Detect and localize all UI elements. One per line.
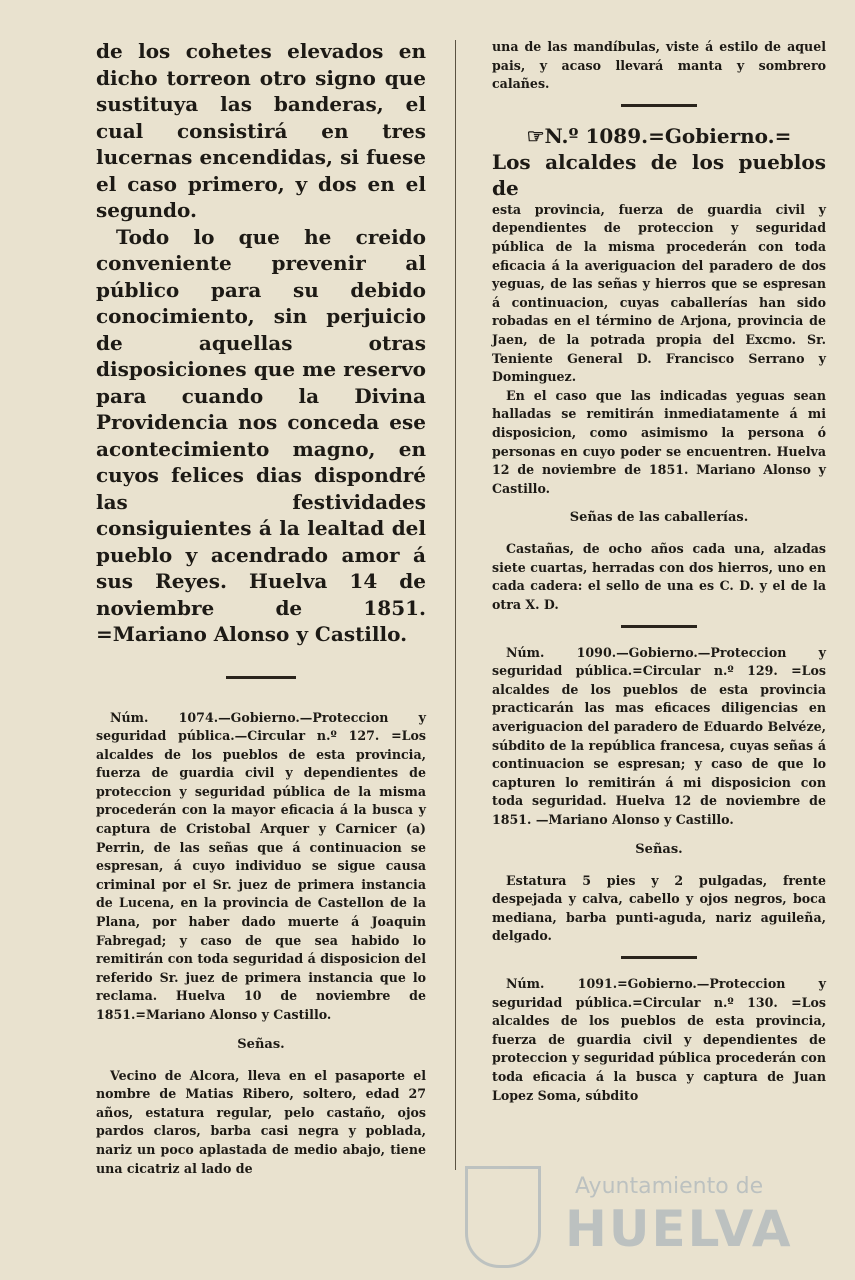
- right-column: [492, 38, 826, 1105]
- watermark: [455, 1160, 855, 1280]
- notice-1089-lead: Los alcaldes de los pueblos de: [492, 149, 826, 200]
- coat-of-arms-icon: [465, 1166, 541, 1268]
- paragraph-torreon: de los cohetes elevados en dicho torreon otro signo que sustituya las banderas, el cual consistirá en tres lucernas encendidas, si fuese el caso primero, y dos en el segundo.: [96, 39, 426, 222]
- notice-1089-text: esta provincia, fuerza de guardia civil y dependientes de proteccion y seguridad pública de la misma procederán con toda eficacia á la averiguacion del paradero de dos yeguas, de las señas y hierros que se espresan á continuacion, cuyas caballerías han sido robadas en el término de Arjona, provincia de Jaen, de la potrada propia del Excmo. Sr. Teniente General D. Francisco Serrano y Dominguez.: [492, 201, 826, 385]
- section-divider: [621, 104, 697, 107]
- section-divider: [621, 625, 697, 628]
- watermark-line1: Ayuntamiento de: [575, 1174, 764, 1199]
- senas-text: Vecino de Alcora, lleva en el pasaporte el nombre de Matias Ribero, soltero, edad 27 años, estatura regular, pelo castaño, ojos pardos claros, barba casi negra y poblada, nariz un poco aplastada de medio abajo, tiene una cicatriz al lado de: [96, 1067, 426, 1176]
- senas-heading: Señas.: [237, 1036, 285, 1052]
- senas-heading-2: Señas.: [635, 841, 683, 857]
- left-column: [96, 38, 426, 1178]
- notice-1091: Núm. 1091.=Gobierno.—Proteccion y seguridad pública.=Circular n.º 130. =Los alcaldes de los pueblos de esta provincia, fuerza de guardia civil y dependientes de proteccion y seguridad pública procederán con toda eficacia á la busca y captura de Juan Lopez Soma, súbdito: [492, 975, 826, 1103]
- continuation-text: una de las mandíbulas, viste á estilo de aquel pais, y acaso llevará manta y sombrero calañes.: [492, 39, 826, 92]
- column-separator: [455, 40, 456, 1170]
- notice-1090: Núm. 1090.—Gobierno.—Proteccion y seguridad pública.=Circular n.º 129. =Los alcaldes de los pueblos de esta provincia practicarán las mas eficaces diligencias en averiguacion del paradero de Eduardo Belvéze, súbdito de la república francesa, cuyas señas á continuacion se espresan; y caso de que lo capturen lo remitirán á mi disposicion con toda seguridad. Huelva 12 de noviembre de 1851. —Mariano Alonso y Castillo.: [492, 644, 826, 827]
- section-divider: [226, 676, 296, 679]
- paragraph-proclamation: Todo lo que he creido conveniente prevenir al público para su debido conocimiento, sin perjuicio de aquellas otras disposiciones que me reservo para cuando la Divina Providencia nos conceda ese acontecimiento magno, en cuyos felices dias dispondré las festividades consiguientes á la lealtad del pueblo y acendrado amor á sus Reyes. Huelva 14 de noviembre de 1851. =Mariano Alonso y Castillo.: [96, 224, 426, 646]
- senas-text-2: Estatura 5 pies y 2 pulgadas, frente despejada y calva, cabello y ojos negros, boca mediana, barba punti-aguda, nariz aguileña, delgado.: [492, 872, 826, 944]
- caballerias-text: Castañas, de ocho años cada una, alzadas siete cuartas, herradas con dos hierros, uno en cada cadera: el sello de una es C. D. y el de la otra X. D.: [492, 541, 826, 613]
- notice-1074: Núm. 1074.—Gobierno.—Proteccion y seguridad pública.—Circular n.º 127. =Los alcaldes de los pueblos de esta provincia, fuerza de guardia civil y dependientes de proteccion y seguridad pública de la misma procederán con la mayor eficacia á la busca y captura de Cristobal Arquer y Carnicer (a) Perrin, de las señas que á continuacion se espresan, á cuyo individuo se sigue causa criminal por el Sr. juez de primera instancia de Lucena, en la provincia de Castellon de la Plana, por haber dado muerte á Joaquin Fabregad; y caso de que sea habido lo remitirán con toda seguridad á disposicion del referido Sr. juez de primera instancia que lo reclama. Huelva 10 de noviembre de 1851.=Mariano Alonso y Castillo.: [96, 709, 426, 1022]
- notice-1089-text-2: En el caso que las indicadas yeguas sean halladas se remitirán inmediatamente á mi disposicion, como asimismo la persona ó personas en cuyo poder se encuentren. Huelva 12 de noviembre de 1851. Mariano Alonso y Castillo.: [492, 387, 826, 496]
- watermark-line2: HUELVA: [565, 1200, 793, 1258]
- section-divider: [621, 956, 697, 959]
- notice-1089-title: ☞N.º 1089.=Gobierno.=: [526, 123, 792, 148]
- caballerias-heading: Señas de las caballerías.: [569, 510, 749, 526]
